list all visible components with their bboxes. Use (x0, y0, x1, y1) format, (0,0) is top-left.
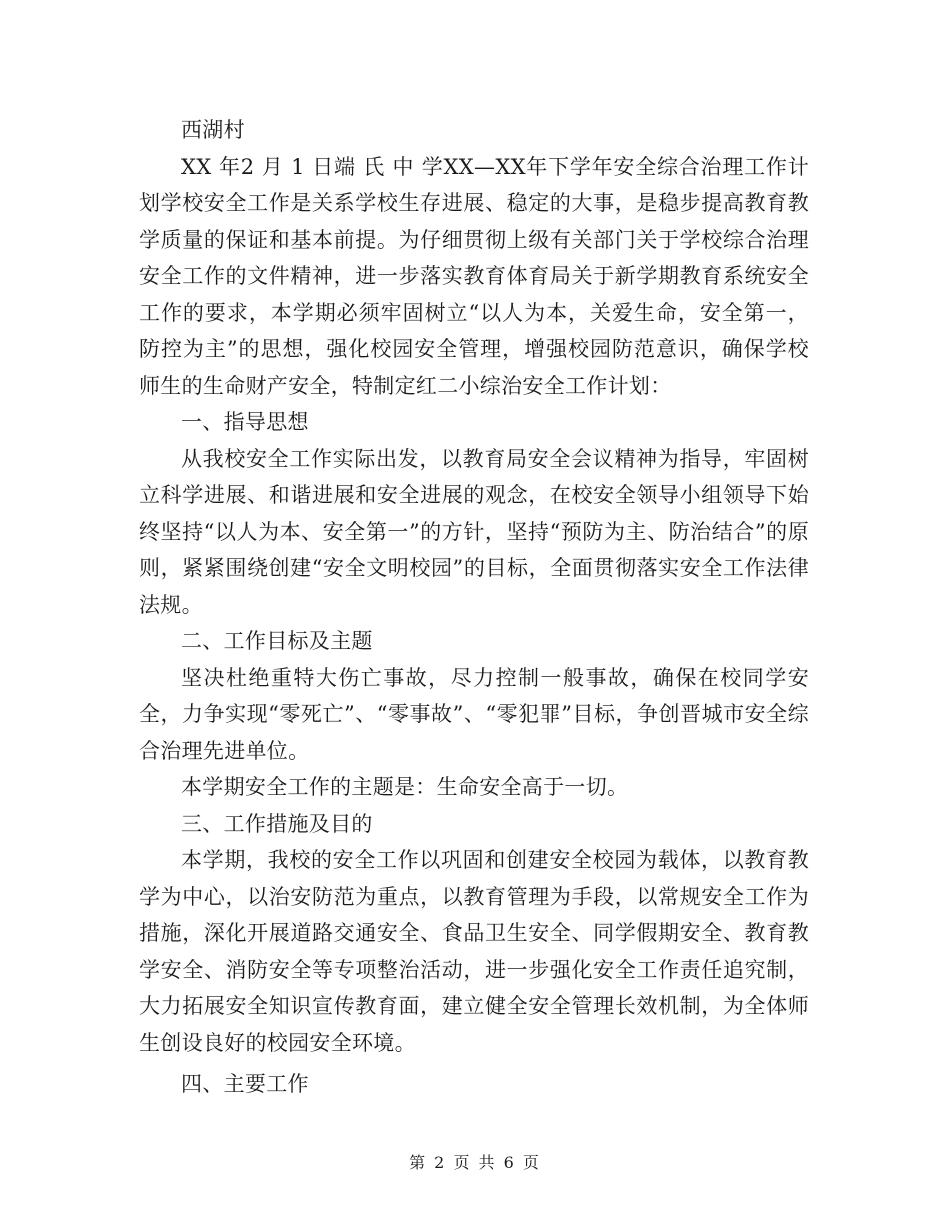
heading-main-work: 四、主要工作 (181, 1072, 309, 1096)
heading-guiding-ideology: 一、指导思想 (181, 410, 309, 434)
heading-measures: 三、工作措施及目的 (181, 811, 373, 836)
heading-goals-theme: 二、工作目标及主题 (181, 629, 373, 653)
paragraph-guiding-ideology: 从我校安全工作实际出发，以教育局安全会议精神为指导，牢固树立科学进展、和谐进展和安全进展的观念，在校安全领导小组领导下始终坚持“以人为本、安全第一”的方针，坚持“预防为主、防治结合”的原则，紧紧围绕创建“安全文明校园”的目标，全面贯彻落实安全工作法律法规。 (139, 446, 809, 617)
paragraph-intro: XX 年2 月 1 日端 氏 中 学XX—XX年下学年安全综合治理工作计划学校安全工作是关系学校生存进展、稳定的大事，是稳步提高教育教学质量的保证和基本前提。为仔细贯彻上级有关部门关于学校综合治理安全工作的文件精神，进一步落实教育体育局关于新学期教育系统安全工作的要求，本学期必须牢固树立“以人为本，关爱生命，安全第一，防控为主”的思想，强化校园安全管理，增强校园防范意识，确保学校师生的生命财产安全，特制定红二小综治安全工作计划： (139, 154, 809, 398)
paragraph-theme: 本学期安全工作的主题是：生命安全高于一切。 (181, 775, 629, 799)
page-number-footer: 第 2 页 共 6 页 (409, 1153, 541, 1172)
paragraph-measures: 本学期，我校的安全工作以巩固和创建安全校园为载体，以教育教学为中心，以治安防范为重点，以教育管理为手段，以常规安全工作为措施，深化开展道路交通安全、食品卫生安全、同学假期安全、教育教学安全、消防安全等专项整治活动，进一步强化安全工作责任追究制，大力拓展安全知识宣传教育面，建立健全安全管理长效机制，为全体师生创设良好的校园安全环境。 (139, 848, 809, 1055)
paragraph-goals: 坚决杜绝重特大伤亡事故，尽力控制一般事故，确保在校同学安全，力争实现“零死亡”、“零事故”、“零犯罪”目标，争创晋城市安全综合治理先进单位。 (139, 665, 809, 763)
paragraph-village-name: 西湖村 (181, 118, 245, 142)
document-body (139, 112, 809, 1103)
